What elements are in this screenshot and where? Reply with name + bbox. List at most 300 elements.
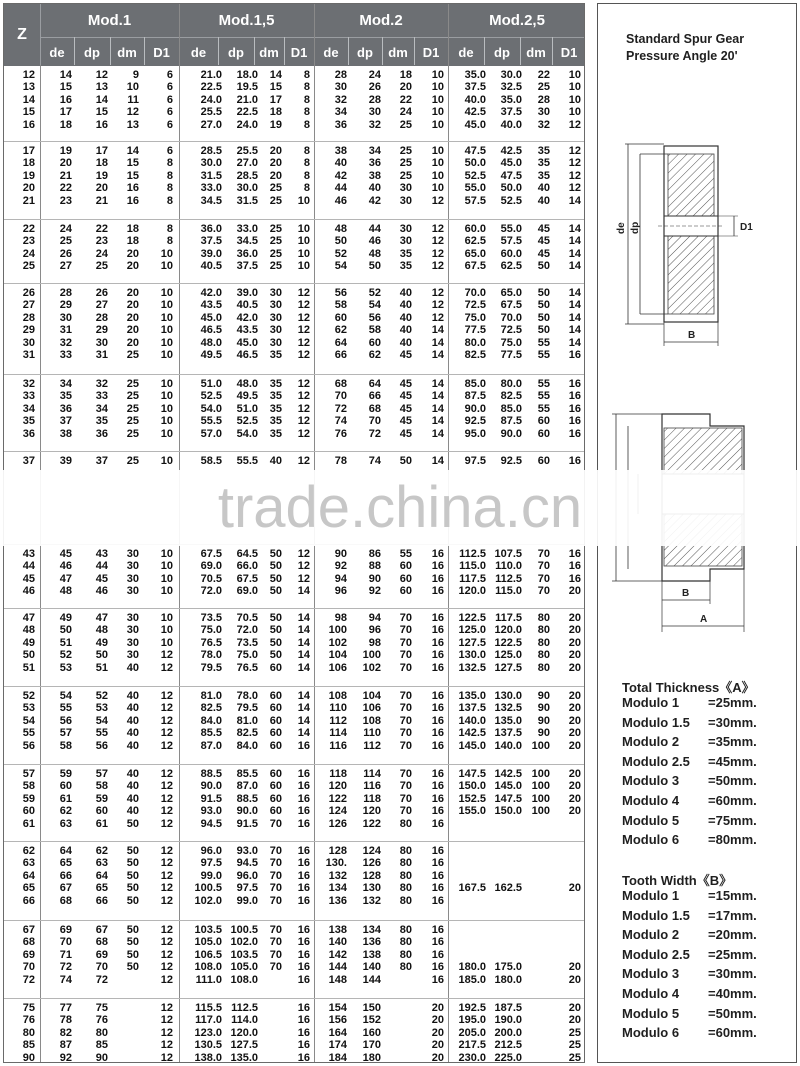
- value-cell: 31: [95, 349, 108, 361]
- value-cell: 6: [166, 145, 173, 157]
- modulo-line: [622, 715, 792, 734]
- value-cell: 92: [59, 1051, 72, 1064]
- value-cell: 16: [568, 572, 581, 585]
- value-cell: 14: [297, 702, 310, 715]
- value-cell: 70.0: [464, 287, 486, 299]
- value-cell: 134: [362, 924, 381, 936]
- value-cell: 10: [160, 311, 173, 324]
- value-cell: 23: [59, 194, 72, 207]
- value-cell: 71: [59, 948, 72, 961]
- value-cell: [557, 896, 581, 907]
- value-cell: 12: [431, 194, 444, 207]
- modulo-value: =60mm.: [708, 1025, 757, 1041]
- value-cell: 30: [126, 612, 139, 624]
- value-cell: 40: [269, 455, 282, 467]
- value-cell: 16: [431, 636, 444, 649]
- value-cell: 10: [160, 247, 173, 260]
- value-cell: 99.0: [236, 894, 258, 907]
- value-cell: 12: [297, 311, 310, 324]
- value-cell: 45: [399, 402, 412, 415]
- value-cell: 10: [160, 260, 173, 273]
- value-cell: 57.0: [200, 427, 222, 440]
- z-cell: 14: [22, 93, 35, 106]
- value-cell: 52: [59, 649, 72, 662]
- value-cell: 12: [297, 324, 310, 337]
- table-row: [4, 975, 584, 986]
- subcolumn-header: dp: [228, 44, 244, 60]
- value-cell: 30: [126, 636, 139, 649]
- value-cell: 20: [568, 612, 581, 624]
- value-cell: 12: [431, 287, 444, 299]
- value-cell: 40: [334, 157, 347, 170]
- value-cell: 16: [431, 869, 444, 882]
- value-cell: 30.0: [500, 69, 522, 81]
- value-cell: 16: [568, 427, 581, 440]
- z-cell: 66: [22, 894, 35, 907]
- value-cell: [484, 871, 522, 882]
- value-cell: 19: [269, 118, 282, 131]
- value-cell: [484, 846, 522, 857]
- value-cell: 10: [160, 572, 173, 585]
- value-cell: 16: [431, 768, 444, 780]
- value-cell: 25: [126, 455, 139, 467]
- value-cell: 87.5: [464, 390, 486, 403]
- value-cell: 45.0: [464, 118, 486, 131]
- value-cell: 31.5: [200, 169, 222, 182]
- value-cell: 70: [399, 792, 412, 805]
- value-cell: 34: [368, 145, 381, 157]
- z-cell: 57: [22, 768, 35, 780]
- value-cell: 40: [126, 702, 139, 715]
- value-cell: 68: [59, 894, 72, 907]
- value-cell: 16: [297, 845, 310, 857]
- value-cell: 144: [328, 961, 347, 974]
- value-cell: 20: [568, 661, 581, 674]
- value-cell: 30: [126, 548, 139, 560]
- value-cell: [450, 871, 486, 882]
- value-cell: 40: [537, 194, 550, 207]
- value-cell: 82.5: [500, 390, 522, 403]
- value-cell: 33: [95, 390, 108, 403]
- value-cell: 148: [328, 973, 347, 986]
- value-cell: 60: [537, 427, 550, 440]
- value-cell: 135.0: [458, 690, 486, 702]
- value-cell: 45: [537, 235, 550, 248]
- value-cell: 16: [431, 948, 444, 961]
- value-cell: [557, 925, 581, 936]
- z-cell: 19: [22, 169, 35, 182]
- value-cell: 35: [537, 157, 550, 170]
- value-cell: 21.0: [236, 93, 258, 106]
- value-cell: 14: [568, 235, 581, 248]
- value-cell: 36: [368, 157, 381, 170]
- value-cell: 78: [334, 455, 347, 467]
- value-cell: 14: [297, 661, 310, 674]
- value-cell: 120.0: [458, 585, 486, 598]
- value-cell: 45: [399, 415, 412, 428]
- value-cell: 30: [269, 287, 282, 299]
- value-cell: 20: [568, 805, 581, 818]
- value-cell: 126: [328, 817, 347, 830]
- table-row: [4, 1040, 584, 1051]
- value-cell: 122.5: [494, 636, 522, 649]
- value-cell: 16: [568, 548, 581, 560]
- value-cell: 46: [95, 585, 108, 598]
- value-cell: 46: [368, 235, 381, 248]
- value-cell: 10: [431, 106, 444, 119]
- value-cell: 60: [399, 572, 412, 585]
- value-cell: 125.0: [458, 624, 486, 637]
- value-cell: 47: [95, 612, 108, 624]
- value-cell: 140: [362, 961, 381, 974]
- value-cell: [524, 1040, 550, 1051]
- value-cell: 62.5: [500, 260, 522, 273]
- table-row: [4, 416, 584, 427]
- value-cell: 76.5: [236, 661, 258, 674]
- value-cell: 180.0: [494, 973, 522, 986]
- table-row: [4, 1003, 584, 1014]
- value-cell: 114.0: [231, 1014, 258, 1027]
- z-cell: 52: [22, 690, 35, 702]
- value-cell: 30: [399, 223, 412, 235]
- value-cell: 12: [431, 311, 444, 324]
- label-b: B: [688, 330, 696, 341]
- value-cell: 123.0: [194, 1026, 222, 1039]
- value-cell: 16: [568, 390, 581, 403]
- value-cell: 25: [399, 118, 412, 131]
- table-row: [4, 120, 584, 131]
- value-cell: 52: [368, 287, 381, 299]
- value-cell: 90.0: [500, 427, 522, 440]
- value-cell: 18: [59, 118, 72, 131]
- table-row: [4, 429, 584, 440]
- value-cell: 35: [269, 378, 282, 390]
- value-cell: 70.5: [236, 612, 258, 624]
- value-cell: 28: [368, 93, 381, 106]
- value-cell: 25: [126, 402, 139, 415]
- value-cell: 30: [126, 572, 139, 585]
- value-cell: 55: [59, 702, 72, 715]
- value-cell: 28: [334, 69, 347, 81]
- panel-title-line2: Pressure Angle 20': [626, 49, 738, 63]
- subcolumn-header: dp: [84, 44, 100, 60]
- value-cell: 60: [269, 702, 282, 715]
- value-cell: [450, 925, 486, 936]
- value-cell: 45: [399, 427, 412, 440]
- value-cell: 15: [95, 106, 108, 119]
- value-cell: 70: [537, 585, 550, 598]
- value-cell: 25: [269, 247, 282, 260]
- value-cell: 20: [568, 649, 581, 662]
- value-cell: 30: [269, 336, 282, 349]
- value-cell: 10: [160, 390, 173, 403]
- value-cell: 92: [368, 585, 381, 598]
- module-header-mod1: Mod.1: [87, 12, 132, 29]
- value-cell: 16: [431, 894, 444, 907]
- value-cell: 17: [95, 145, 108, 157]
- value-cell: 138.0: [194, 1051, 222, 1064]
- value-cell: 58: [95, 780, 108, 793]
- value-cell: 16: [431, 792, 444, 805]
- table-row: [4, 1028, 584, 1039]
- value-cell: 142.5: [458, 727, 486, 740]
- value-cell: 70: [537, 560, 550, 573]
- value-cell: 8: [166, 223, 173, 235]
- modulo-label: Modulo 1.5: [622, 714, 690, 730]
- value-cell: 20: [568, 1014, 581, 1027]
- value-cell: 26: [368, 81, 381, 94]
- table-row: [4, 350, 584, 361]
- modulo-line: [622, 927, 792, 946]
- value-cell: 150.0: [494, 805, 522, 818]
- value-cell: 108.0: [194, 961, 222, 974]
- value-cell: 20: [431, 1002, 444, 1014]
- value-cell: 10: [568, 69, 581, 81]
- z-cell: 90: [22, 1051, 35, 1064]
- value-cell: 192.5: [458, 1002, 486, 1014]
- table-row: [4, 183, 584, 194]
- value-cell: 14: [297, 714, 310, 727]
- value-cell: 126: [362, 857, 381, 870]
- value-cell: 16: [431, 690, 444, 702]
- value-cell: 152.5: [458, 792, 486, 805]
- value-cell: 50: [537, 260, 550, 273]
- z-cell: 85: [22, 1039, 35, 1052]
- value-cell: 100: [531, 739, 550, 752]
- value-cell: 66: [95, 894, 108, 907]
- value-cell: 60: [59, 780, 72, 793]
- value-cell: 10: [160, 287, 173, 299]
- value-cell: 117.5: [495, 612, 522, 624]
- z-cell: 27: [22, 299, 35, 312]
- value-cell: [524, 858, 550, 869]
- value-cell: 14: [297, 636, 310, 649]
- value-cell: 110.0: [495, 560, 522, 573]
- value-cell: 12: [568, 145, 581, 157]
- value-cell: 112: [329, 714, 347, 727]
- value-cell: 19: [95, 169, 108, 182]
- value-cell: 16: [95, 118, 108, 131]
- value-cell: 10: [160, 349, 173, 361]
- value-cell: 65.0: [464, 247, 486, 260]
- value-cell: 48.0: [236, 378, 258, 390]
- value-cell: 59: [95, 792, 108, 805]
- table-row: [4, 313, 584, 324]
- value-cell: 97.5: [236, 882, 258, 895]
- value-cell: 16: [431, 817, 444, 830]
- value-cell: 90.0: [200, 780, 222, 793]
- value-cell: 61: [59, 792, 72, 805]
- value-cell: 52: [334, 247, 347, 260]
- value-cell: 16: [297, 739, 310, 752]
- value-cell: 14: [431, 390, 444, 403]
- value-cell: 47.5: [464, 145, 486, 157]
- value-cell: 32: [537, 118, 550, 131]
- table-row: [4, 236, 584, 247]
- value-cell: 12: [160, 845, 173, 857]
- value-cell: 25: [399, 157, 412, 170]
- value-cell: 16: [297, 768, 310, 780]
- value-cell: 8: [166, 169, 173, 182]
- value-cell: 12: [160, 727, 173, 740]
- value-cell: 27: [95, 299, 108, 312]
- value-cell: 18: [126, 223, 139, 235]
- z-cell: 49: [22, 636, 35, 649]
- value-cell: 14: [431, 378, 444, 390]
- value-cell: 25: [59, 235, 72, 248]
- subcolumn-header: dm: [388, 44, 408, 60]
- value-cell: 66.0: [236, 560, 258, 573]
- value-cell: 103.5: [194, 924, 222, 936]
- value-cell: 8: [166, 182, 173, 195]
- value-cell: 212.5: [494, 1039, 522, 1052]
- value-cell: 84.0: [200, 714, 222, 727]
- value-cell: 91.5: [236, 817, 258, 830]
- value-cell: 190.0: [494, 1014, 522, 1027]
- value-cell: 18.0: [236, 69, 258, 81]
- value-cell: 55: [537, 378, 550, 390]
- value-cell: 12: [160, 739, 173, 752]
- value-cell: 14: [568, 194, 581, 207]
- value-cell: 16: [431, 924, 444, 936]
- value-cell: [388, 1040, 412, 1051]
- value-cell: 84.0: [236, 739, 258, 752]
- value-cell: 40: [399, 324, 412, 337]
- value-cell: 12: [431, 260, 444, 273]
- value-cell: [557, 937, 581, 948]
- table-row: [4, 549, 584, 560]
- value-cell: 14: [568, 260, 581, 273]
- value-cell: 12: [160, 768, 173, 780]
- modulo-label: Modulo 6: [622, 832, 680, 848]
- value-cell: 60: [269, 768, 282, 780]
- value-cell: 70: [537, 572, 550, 585]
- value-cell: 106: [362, 702, 381, 715]
- value-cell: 35: [399, 260, 412, 273]
- value-cell: 24.0: [236, 118, 258, 131]
- value-cell: 52.5: [200, 390, 222, 403]
- value-cell: [450, 896, 486, 907]
- value-cell: 195.0: [458, 1014, 486, 1027]
- row-group-separator: [4, 219, 584, 220]
- value-cell: 28.5: [200, 145, 222, 157]
- value-cell: 217.5: [458, 1039, 486, 1052]
- z-cell: 64: [22, 869, 35, 882]
- value-cell: 45: [399, 378, 412, 390]
- value-cell: 35: [59, 390, 72, 403]
- value-cell: 80: [399, 961, 412, 974]
- value-cell: 154: [328, 1002, 347, 1014]
- value-cell: 8: [303, 157, 310, 170]
- table-row: [4, 871, 584, 882]
- value-cell: 35: [537, 169, 550, 182]
- value-cell: 24: [59, 223, 72, 235]
- value-cell: 72: [59, 961, 72, 974]
- value-cell: 40.5: [236, 299, 258, 312]
- value-cell: 10: [431, 182, 444, 195]
- value-cell: 184: [328, 1051, 347, 1064]
- value-cell: 20: [568, 636, 581, 649]
- value-cell: 33: [59, 349, 72, 361]
- value-cell: 100: [531, 768, 550, 780]
- value-cell: 45: [95, 572, 108, 585]
- value-cell: 12: [297, 548, 310, 560]
- value-cell: 35: [537, 145, 550, 157]
- value-cell: 39.0: [200, 247, 222, 260]
- value-cell: 30: [95, 336, 108, 349]
- modulo-label: Modulo 4: [622, 986, 680, 1001]
- value-cell: 70: [269, 817, 282, 830]
- z-cell: 45: [22, 572, 35, 585]
- value-cell: 60: [269, 792, 282, 805]
- table-row: [4, 586, 584, 597]
- value-cell: 12: [297, 455, 310, 467]
- value-cell: 60.0: [464, 223, 486, 235]
- value-cell: 106.5: [194, 948, 222, 961]
- value-cell: 20: [126, 287, 139, 299]
- value-cell: 49: [59, 612, 72, 624]
- subcolumn-header: dm: [117, 44, 137, 60]
- value-cell: 38: [59, 427, 72, 440]
- z-cell: 72: [22, 973, 35, 986]
- value-cell: 93.0: [236, 845, 258, 857]
- modulo-line: [622, 793, 792, 812]
- modulo-label: Modulo 3: [622, 773, 680, 789]
- value-cell: 20: [568, 882, 581, 895]
- value-cell: 12: [160, 948, 173, 961]
- value-cell: 82.5: [464, 349, 486, 361]
- value-cell: 25: [568, 1051, 581, 1064]
- value-cell: 27.0: [200, 118, 222, 131]
- value-cell: 55: [537, 349, 550, 361]
- modulo-line: [622, 888, 792, 907]
- value-cell: 225.0: [494, 1051, 522, 1064]
- value-cell: 103.5: [230, 948, 258, 961]
- value-cell: 16: [297, 961, 310, 974]
- value-cell: 180.0: [458, 961, 486, 974]
- table-row: [4, 950, 584, 961]
- z-cell: 75: [22, 1002, 35, 1014]
- value-cell: 37.5: [500, 106, 522, 119]
- value-cell: [388, 975, 412, 986]
- value-cell: 33.0: [236, 223, 258, 235]
- value-cell: 30: [368, 106, 381, 119]
- value-cell: 17: [59, 106, 72, 119]
- value-cell: 25: [269, 223, 282, 235]
- value-cell: 40: [126, 739, 139, 752]
- value-cell: 12: [297, 390, 310, 403]
- value-cell: [388, 1015, 412, 1026]
- z-cell: 21: [22, 194, 35, 207]
- value-cell: 135.0: [494, 714, 522, 727]
- value-cell: 80: [399, 936, 412, 949]
- value-cell: 70: [399, 727, 412, 740]
- value-cell: 17: [269, 93, 282, 106]
- value-cell: 49.5: [200, 349, 222, 361]
- value-cell: 14: [269, 69, 282, 81]
- value-cell: [524, 871, 550, 882]
- value-cell: 50: [126, 845, 139, 857]
- value-cell: 70: [269, 936, 282, 949]
- value-cell: 10: [160, 636, 173, 649]
- value-cell: 60: [399, 585, 412, 598]
- value-cell: 10: [160, 624, 173, 637]
- value-cell: 32.5: [500, 81, 522, 94]
- value-cell: 14: [568, 299, 581, 312]
- value-cell: 130: [362, 882, 381, 895]
- value-cell: 36: [95, 427, 108, 440]
- value-cell: 80: [399, 857, 412, 870]
